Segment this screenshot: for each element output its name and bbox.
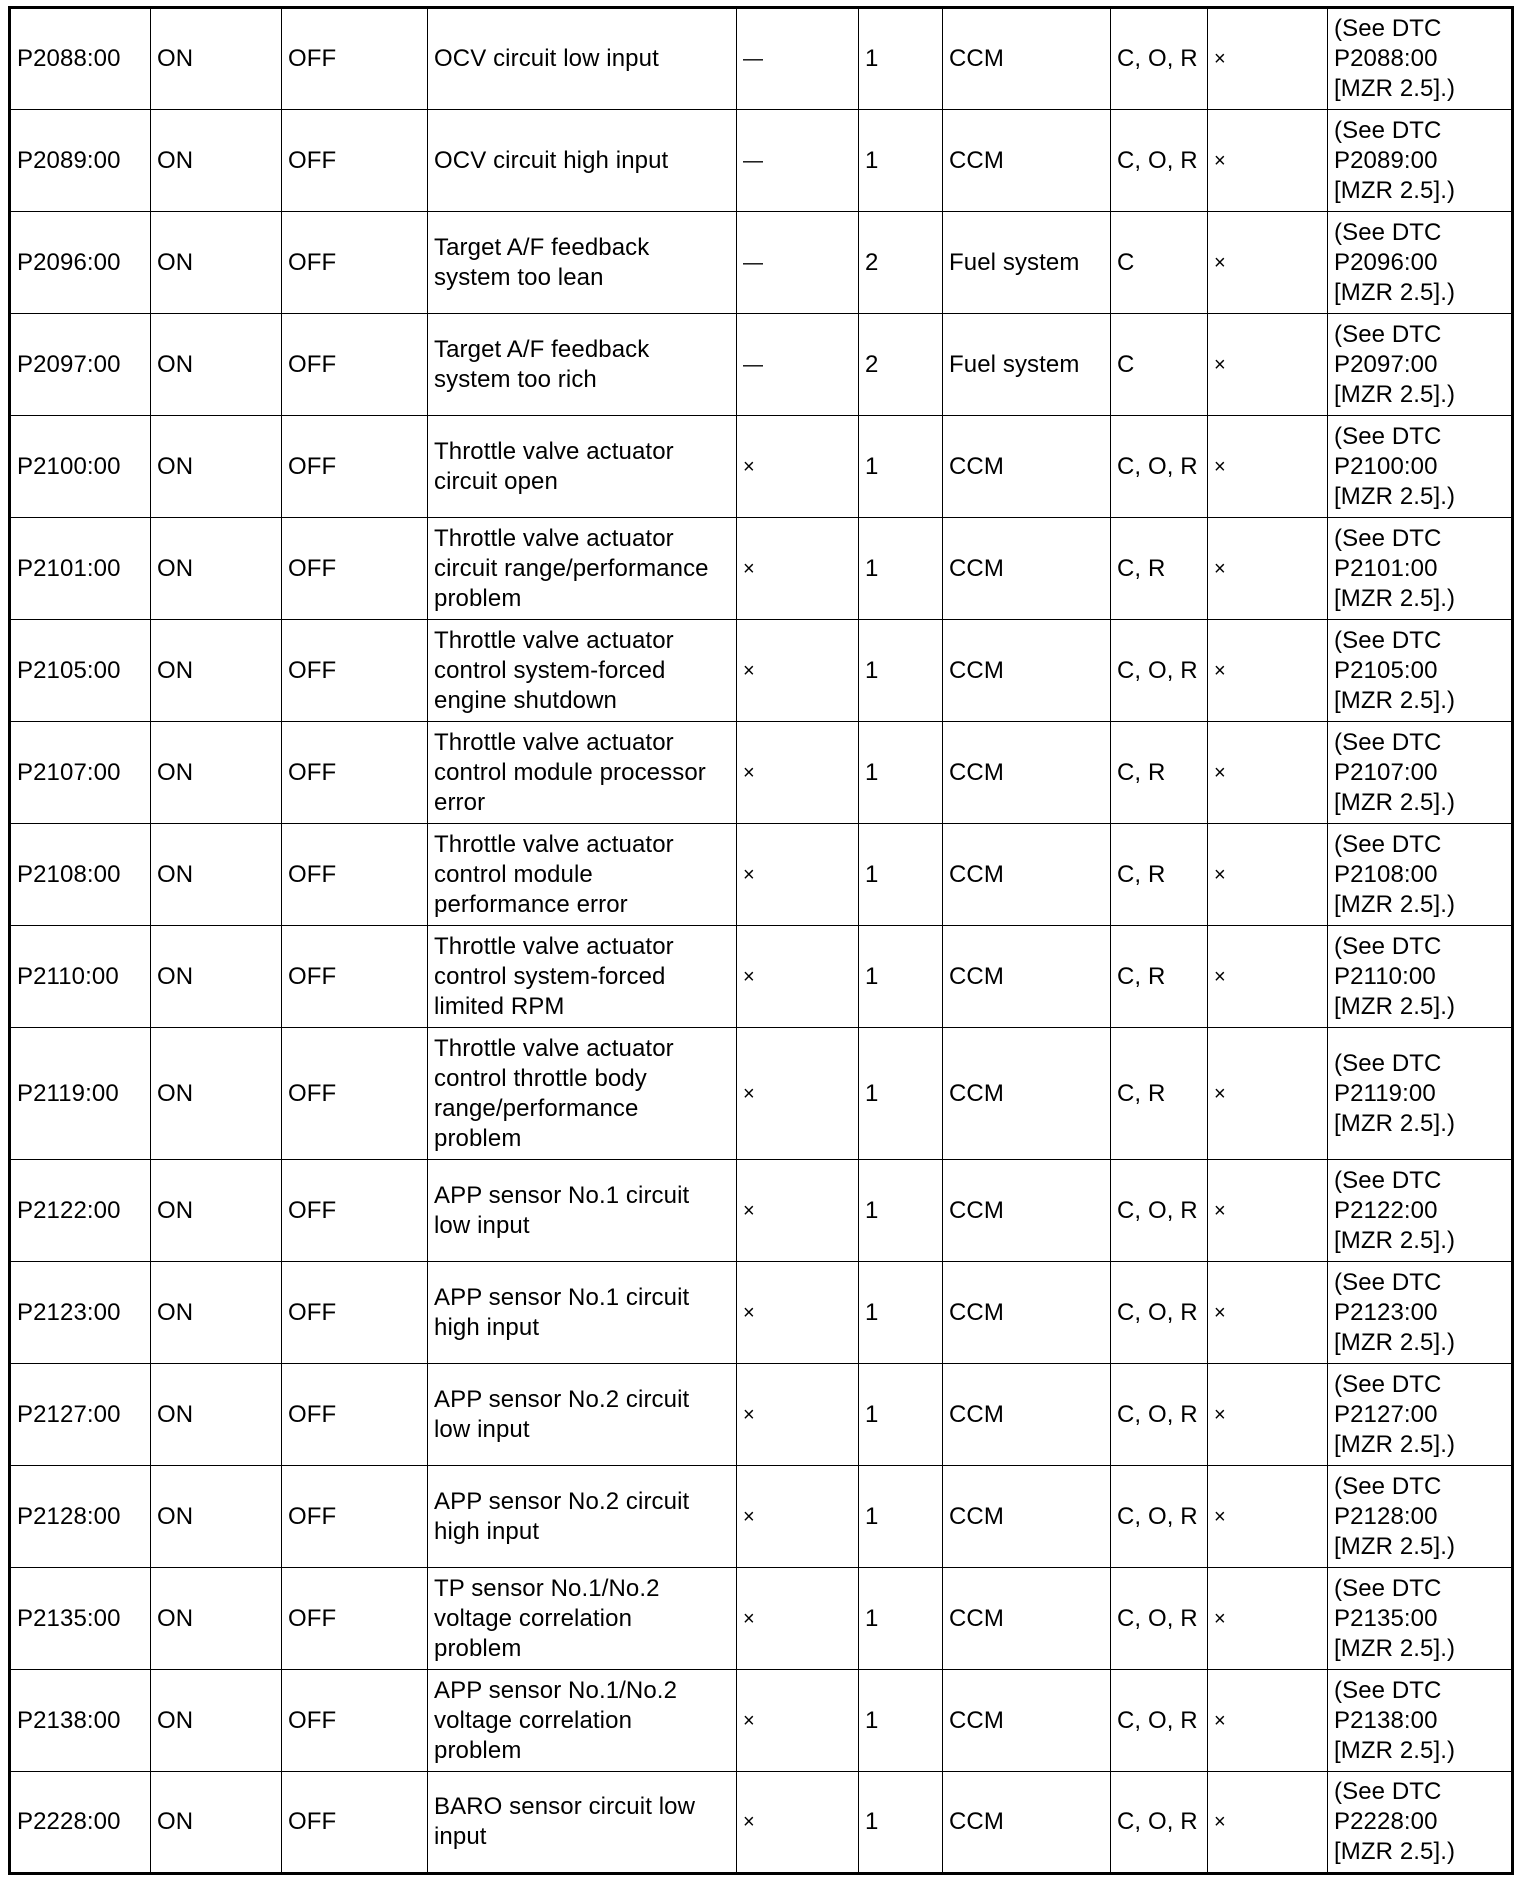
description-cell: APP sensor No.2 circuit high input xyxy=(428,1466,737,1568)
drive-cycle-cell: 1 xyxy=(859,1028,943,1160)
memory-function-cell: C, O, R xyxy=(1111,1262,1208,1364)
fail-safe-cell: × xyxy=(737,1466,859,1568)
table-row xyxy=(10,1160,1513,1262)
drive-cycle-cell: 1 xyxy=(859,416,943,518)
pending-cell: × xyxy=(1208,110,1328,212)
monitor-item-cell: CCM xyxy=(943,1466,1111,1568)
pending-cell: × xyxy=(1208,518,1328,620)
pending-cell: × xyxy=(1208,1028,1328,1160)
dc-cell: OFF xyxy=(282,824,428,926)
reference-cell: (See DTC P2123:00 [MZR 2.5].) xyxy=(1328,1262,1513,1364)
table-row xyxy=(10,416,1513,518)
monitor-item-cell: CCM xyxy=(943,416,1111,518)
table-row xyxy=(10,8,1513,110)
fail-safe-cell: — xyxy=(737,110,859,212)
drive-cycle-cell: 1 xyxy=(859,1466,943,1568)
memory-function-cell: C, O, R xyxy=(1111,1160,1208,1262)
monitor-item-cell: CCM xyxy=(943,518,1111,620)
table-row xyxy=(10,314,1513,416)
dtc-code-cell: P2088:00 xyxy=(10,8,151,110)
dc-cell: OFF xyxy=(282,1262,428,1364)
dtc-code-cell: P2138:00 xyxy=(10,1670,151,1772)
description-cell: Throttle valve actuator control module processor error xyxy=(428,722,737,824)
fail-safe-cell: × xyxy=(737,1262,859,1364)
table-row xyxy=(10,824,1513,926)
table-row xyxy=(10,1568,1513,1670)
fail-safe-cell: × xyxy=(737,1772,859,1874)
table-row xyxy=(10,722,1513,824)
drive-cycle-cell: 2 xyxy=(859,212,943,314)
dtc-code-cell: P2122:00 xyxy=(10,1160,151,1262)
drive-cycle-cell: 1 xyxy=(859,1568,943,1670)
fail-safe-cell: × xyxy=(737,518,859,620)
description-cell: Throttle valve actuator control system-forced limited RPM xyxy=(428,926,737,1028)
fail-safe-cell: × xyxy=(737,416,859,518)
dtc-code-cell: P2100:00 xyxy=(10,416,151,518)
table-row xyxy=(10,1262,1513,1364)
dtc-code-cell: P2135:00 xyxy=(10,1568,151,1670)
table-row xyxy=(10,1772,1513,1874)
memory-function-cell: C, O, R xyxy=(1111,1772,1208,1874)
reference-cell: (See DTC P2089:00 [MZR 2.5].) xyxy=(1328,110,1513,212)
fail-safe-cell: × xyxy=(737,1364,859,1466)
reference-cell: (See DTC P2138:00 [MZR 2.5].) xyxy=(1328,1670,1513,1772)
memory-function-cell: C, R xyxy=(1111,518,1208,620)
table-row xyxy=(10,620,1513,722)
fail-safe-cell: × xyxy=(737,824,859,926)
mil-cell: ON xyxy=(151,416,282,518)
memory-function-cell: C, O, R xyxy=(1111,110,1208,212)
dtc-code-cell: P2123:00 xyxy=(10,1262,151,1364)
reference-cell: (See DTC P2122:00 [MZR 2.5].) xyxy=(1328,1160,1513,1262)
reference-cell: (See DTC P2135:00 [MZR 2.5].) xyxy=(1328,1568,1513,1670)
table-row xyxy=(10,1466,1513,1568)
monitor-item-cell: CCM xyxy=(943,1160,1111,1262)
dc-cell: OFF xyxy=(282,518,428,620)
reference-cell: (See DTC P2128:00 [MZR 2.5].) xyxy=(1328,1466,1513,1568)
fail-safe-cell: × xyxy=(737,1160,859,1262)
mil-cell: ON xyxy=(151,212,282,314)
mil-cell: ON xyxy=(151,722,282,824)
dc-cell: OFF xyxy=(282,1568,428,1670)
drive-cycle-cell: 1 xyxy=(859,1772,943,1874)
reference-cell: (See DTC P2127:00 [MZR 2.5].) xyxy=(1328,1364,1513,1466)
dtc-code-cell: P2119:00 xyxy=(10,1028,151,1160)
pending-cell: × xyxy=(1208,1772,1328,1874)
dc-cell: OFF xyxy=(282,926,428,1028)
dtc-code-cell: P2101:00 xyxy=(10,518,151,620)
table-row xyxy=(10,926,1513,1028)
pending-cell: × xyxy=(1208,620,1328,722)
dc-cell: OFF xyxy=(282,722,428,824)
fail-safe-cell: — xyxy=(737,314,859,416)
pending-cell: × xyxy=(1208,722,1328,824)
reference-cell: (See DTC P2105:00 [MZR 2.5].) xyxy=(1328,620,1513,722)
description-cell: Throttle valve actuator circuit range/performance problem xyxy=(428,518,737,620)
description-cell: Throttle valve actuator circuit open xyxy=(428,416,737,518)
dtc-code-cell: P2228:00 xyxy=(10,1772,151,1874)
drive-cycle-cell: 1 xyxy=(859,1160,943,1262)
monitor-item-cell: CCM xyxy=(943,1568,1111,1670)
memory-function-cell: C, R xyxy=(1111,824,1208,926)
mil-cell: ON xyxy=(151,1568,282,1670)
table-row xyxy=(10,518,1513,620)
reference-cell: (See DTC P2110:00 [MZR 2.5].) xyxy=(1328,926,1513,1028)
dc-cell: OFF xyxy=(282,1364,428,1466)
pending-cell: × xyxy=(1208,416,1328,518)
pending-cell: × xyxy=(1208,824,1328,926)
reference-cell: (See DTC P2107:00 [MZR 2.5].) xyxy=(1328,722,1513,824)
monitor-item-cell: CCM xyxy=(943,1364,1111,1466)
dtc-code-cell: P2108:00 xyxy=(10,824,151,926)
pending-cell: × xyxy=(1208,1364,1328,1466)
monitor-item-cell: CCM xyxy=(943,110,1111,212)
fail-safe-cell: — xyxy=(737,8,859,110)
dc-cell: OFF xyxy=(282,1772,428,1874)
dtc-code-cell: P2096:00 xyxy=(10,212,151,314)
mil-cell: ON xyxy=(151,518,282,620)
fail-safe-cell: × xyxy=(737,1028,859,1160)
dtc-code-cell: P2128:00 xyxy=(10,1466,151,1568)
description-cell: APP sensor No.1/No.2 voltage correlation problem xyxy=(428,1670,737,1772)
monitor-item-cell: CCM xyxy=(943,722,1111,824)
drive-cycle-cell: 1 xyxy=(859,722,943,824)
dc-cell: OFF xyxy=(282,110,428,212)
reference-cell: (See DTC P2119:00 [MZR 2.5].) xyxy=(1328,1028,1513,1160)
table-row xyxy=(10,110,1513,212)
description-cell: BARO sensor circuit low input xyxy=(428,1772,737,1874)
fail-safe-cell: × xyxy=(737,722,859,824)
pending-cell: × xyxy=(1208,1262,1328,1364)
dc-cell: OFF xyxy=(282,1466,428,1568)
mil-cell: ON xyxy=(151,926,282,1028)
monitor-item-cell: CCM xyxy=(943,824,1111,926)
memory-function-cell: C, O, R xyxy=(1111,1364,1208,1466)
reference-cell: (See DTC P2108:00 [MZR 2.5].) xyxy=(1328,824,1513,926)
pending-cell: × xyxy=(1208,1568,1328,1670)
reference-cell: (See DTC P2101:00 [MZR 2.5].) xyxy=(1328,518,1513,620)
description-cell: APP sensor No.1 circuit low input xyxy=(428,1160,737,1262)
dc-cell: OFF xyxy=(282,212,428,314)
reference-cell: (See DTC P2100:00 [MZR 2.5].) xyxy=(1328,416,1513,518)
pending-cell: × xyxy=(1208,926,1328,1028)
mil-cell: ON xyxy=(151,620,282,722)
table-row xyxy=(10,1028,1513,1160)
monitor-item-cell: CCM xyxy=(943,620,1111,722)
pending-cell: × xyxy=(1208,8,1328,110)
dc-cell: OFF xyxy=(282,620,428,722)
memory-function-cell: C xyxy=(1111,212,1208,314)
fail-safe-cell: — xyxy=(737,212,859,314)
description-cell: Target A/F feedback system too lean xyxy=(428,212,737,314)
memory-function-cell: C, O, R xyxy=(1111,416,1208,518)
description-cell: APP sensor No.2 circuit low input xyxy=(428,1364,737,1466)
mil-cell: ON xyxy=(151,1160,282,1262)
monitor-item-cell: CCM xyxy=(943,926,1111,1028)
memory-function-cell: C, O, R xyxy=(1111,8,1208,110)
pending-cell: × xyxy=(1208,1160,1328,1262)
mil-cell: ON xyxy=(151,1466,282,1568)
dtc-table-body xyxy=(10,8,1513,1874)
description-cell: OCV circuit low input xyxy=(428,8,737,110)
description-cell: Throttle valve actuator control throttle body range/performance problem xyxy=(428,1028,737,1160)
drive-cycle-cell: 1 xyxy=(859,1670,943,1772)
mil-cell: ON xyxy=(151,1364,282,1466)
memory-function-cell: C xyxy=(1111,314,1208,416)
mil-cell: ON xyxy=(151,8,282,110)
dtc-code-cell: P2110:00 xyxy=(10,926,151,1028)
mil-cell: ON xyxy=(151,1028,282,1160)
reference-cell: (See DTC P2097:00 [MZR 2.5].) xyxy=(1328,314,1513,416)
drive-cycle-cell: 2 xyxy=(859,314,943,416)
dtc-code-cell: P2105:00 xyxy=(10,620,151,722)
drive-cycle-cell: 1 xyxy=(859,518,943,620)
dc-cell: OFF xyxy=(282,1028,428,1160)
pending-cell: × xyxy=(1208,1466,1328,1568)
drive-cycle-cell: 1 xyxy=(859,824,943,926)
memory-function-cell: C, O, R xyxy=(1111,1670,1208,1772)
description-cell: Throttle valve actuator control system-forced engine shutdown xyxy=(428,620,737,722)
memory-function-cell: C, O, R xyxy=(1111,1568,1208,1670)
pending-cell: × xyxy=(1208,314,1328,416)
mil-cell: ON xyxy=(151,1262,282,1364)
monitor-item-cell: CCM xyxy=(943,1028,1111,1160)
dtc-table xyxy=(8,6,1514,1875)
drive-cycle-cell: 1 xyxy=(859,1364,943,1466)
fail-safe-cell: × xyxy=(737,620,859,722)
fail-safe-cell: × xyxy=(737,926,859,1028)
description-cell: TP sensor No.1/No.2 voltage correlation problem xyxy=(428,1568,737,1670)
monitor-item-cell: Fuel system xyxy=(943,314,1111,416)
memory-function-cell: C, R xyxy=(1111,722,1208,824)
drive-cycle-cell: 1 xyxy=(859,1262,943,1364)
mil-cell: ON xyxy=(151,1670,282,1772)
monitor-item-cell: CCM xyxy=(943,1262,1111,1364)
dtc-code-cell: P2097:00 xyxy=(10,314,151,416)
monitor-item-cell: CCM xyxy=(943,1670,1111,1772)
monitor-item-cell: Fuel system xyxy=(943,212,1111,314)
pending-cell: × xyxy=(1208,212,1328,314)
mil-cell: ON xyxy=(151,110,282,212)
drive-cycle-cell: 1 xyxy=(859,8,943,110)
description-cell: Target A/F feedback system too rich xyxy=(428,314,737,416)
drive-cycle-cell: 1 xyxy=(859,620,943,722)
description-cell: OCV circuit high input xyxy=(428,110,737,212)
description-cell: Throttle valve actuator control module performance error xyxy=(428,824,737,926)
pending-cell: × xyxy=(1208,1670,1328,1772)
mil-cell: ON xyxy=(151,1772,282,1874)
fail-safe-cell: × xyxy=(737,1568,859,1670)
table-row xyxy=(10,1364,1513,1466)
memory-function-cell: C, R xyxy=(1111,1028,1208,1160)
drive-cycle-cell: 1 xyxy=(859,110,943,212)
monitor-item-cell: CCM xyxy=(943,1772,1111,1874)
description-cell: APP sensor No.1 circuit high input xyxy=(428,1262,737,1364)
mil-cell: ON xyxy=(151,824,282,926)
dc-cell: OFF xyxy=(282,1670,428,1772)
drive-cycle-cell: 1 xyxy=(859,926,943,1028)
reference-cell: (See DTC P2088:00 [MZR 2.5].) xyxy=(1328,8,1513,110)
dc-cell: OFF xyxy=(282,314,428,416)
dc-cell: OFF xyxy=(282,1160,428,1262)
memory-function-cell: C, R xyxy=(1111,926,1208,1028)
table-row xyxy=(10,1670,1513,1772)
table-row xyxy=(10,212,1513,314)
dtc-code-cell: P2107:00 xyxy=(10,722,151,824)
reference-cell: (See DTC P2096:00 [MZR 2.5].) xyxy=(1328,212,1513,314)
dc-cell: OFF xyxy=(282,416,428,518)
memory-function-cell: C, O, R xyxy=(1111,1466,1208,1568)
dc-cell: OFF xyxy=(282,8,428,110)
memory-function-cell: C, O, R xyxy=(1111,620,1208,722)
dtc-code-cell: P2127:00 xyxy=(10,1364,151,1466)
fail-safe-cell: × xyxy=(737,1670,859,1772)
reference-cell: (See DTC P2228:00 [MZR 2.5].) xyxy=(1328,1772,1513,1874)
dtc-code-cell: P2089:00 xyxy=(10,110,151,212)
mil-cell: ON xyxy=(151,314,282,416)
monitor-item-cell: CCM xyxy=(943,8,1111,110)
